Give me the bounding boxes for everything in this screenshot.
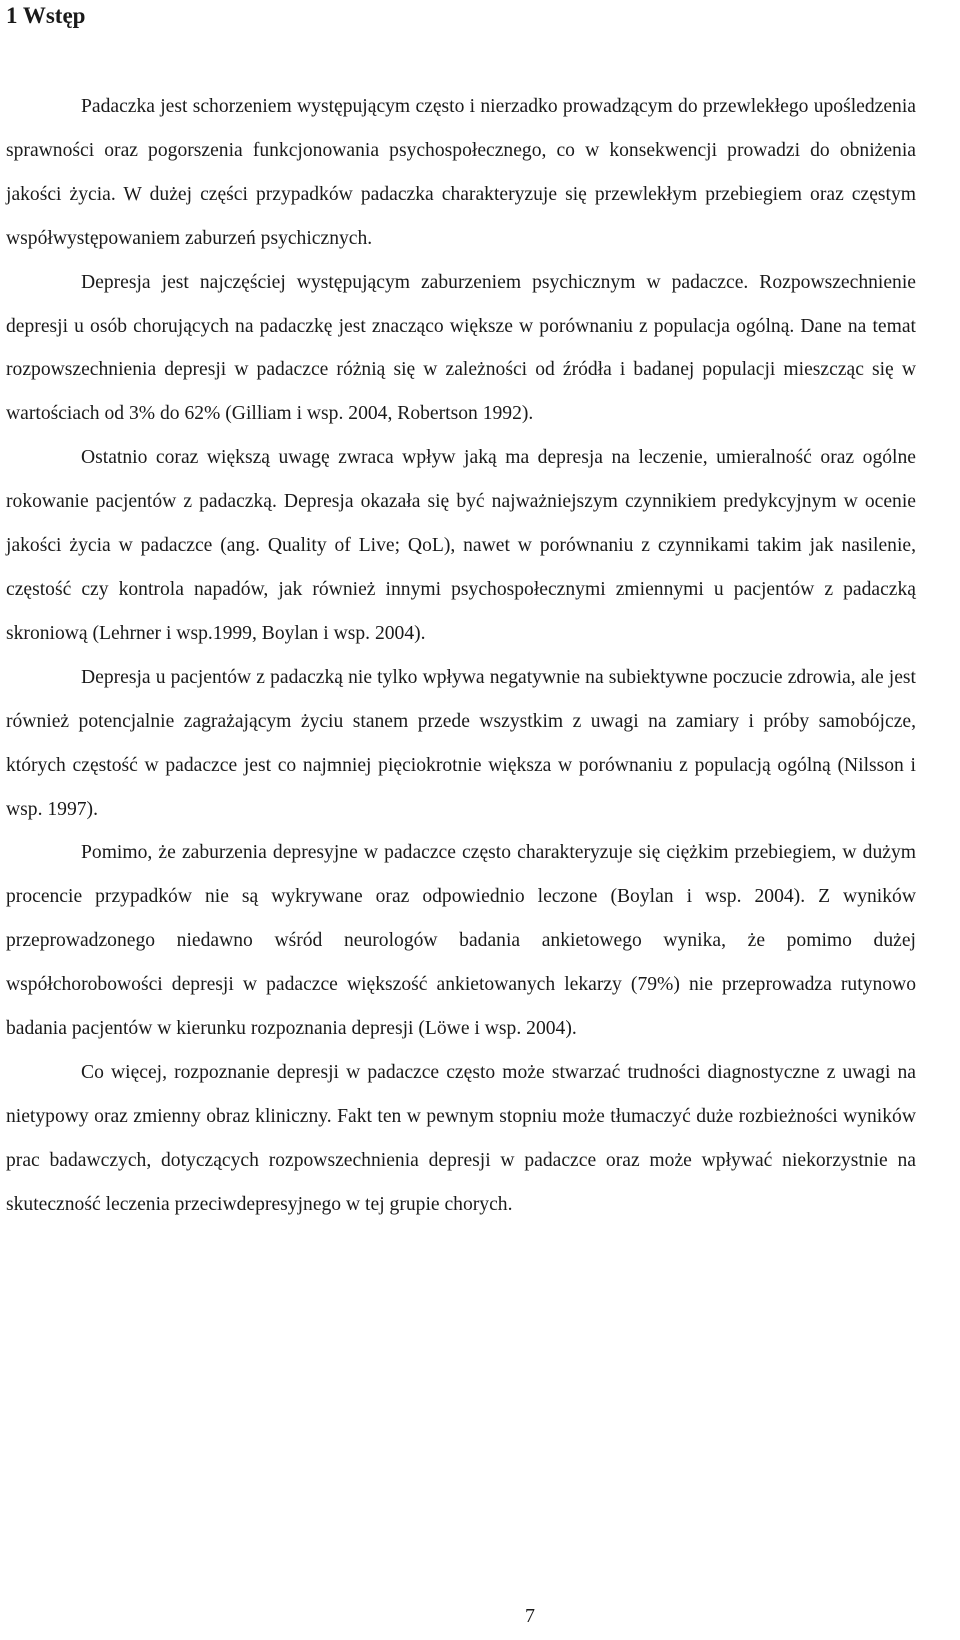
paragraph-4: Depresja u pacjentów z padaczką nie tylko wpływa negatywnie na subiektywne poczucie zdrowia, ale jest również potencjalnie zagrażającym życiu stanem przede wszystkim z uwagi na zamiary i próby samobójcze, których częstość w padaczce jest co najmniej pięciokrotnie większa w porównaniu z populacją ogólną (Nilsson i wsp. 1997). [6, 666, 916, 820]
paragraph-5: Pomimo, że zaburzenia depresyjne w padaczce często charakteryzuje się ciężkim przebiegiem, w dużym procencie przypadków nie są wykrywane oraz odpowiednio leczone (Boylan i wsp. 2004). Z wyników przeprowadzonego niedawno wśród neurologów badania ankietowego wynika, że pomimo dużej współchorobowości depresji w padaczce większość ankietowanych lekarzy (79%) nie przeprowadza rutynowo badania pacjentów w kierunku rozpoznania depresji (Löwe i wsp. 2004). [6, 842, 916, 1040]
page-number: 7 [525, 1605, 535, 1627]
section-heading: 1 Wstęp [6, 3, 86, 28]
paragraph-1: Padaczka jest schorzeniem występującym często i nierzadko prowadzącym do przewlekłego upośledzenia sprawności oraz pogorszenia funkcjonowania psychospołecznego, co w konsekwencji prowadzi do obniżenia jakości życia. W dużej części przypadków padaczka charakteryzuje się przewlekłym przebiegiem oraz częstym współwystępowaniem zaburzeń psychicznych. [6, 96, 916, 249]
body-text [6, 85, 916, 1227]
paragraph-6: Co więcej, rozpoznanie depresji w padaczce często może stwarzać trudności diagnostyczne z uwagi na nietypowy oraz zmienny obraz kliniczny. Fakt ten w pewnym stopniu może tłumaczyć duże rozbieżności wyników prac badawczych, dotyczących rozpowszechnienia depresji w padaczce oraz może wpływać niekorzystnie na skuteczność leczenia przeciwdepresyjnego w tej grupie chorych. [6, 1061, 916, 1215]
paragraph-2: Depresja jest najczęściej występującym zaburzeniem psychicznym w padaczce. Rozpowszechnienie depresji u osób chorujących na padaczkę jest znacząco większe w porównaniu z populacja ogólną. Dane na temat rozpowszechnienia depresji w padaczce różnią się w zależności od źródła i badanej populacji mieszcząc się w wartościach od 3% do 62% (Gilliam i wsp. 2004, Robertson 1992). [6, 271, 916, 425]
paragraph-3: Ostatnio coraz większą uwagę zwraca wpływ jaką ma depresja na leczenie, umieralność oraz ogólne rokowanie pacjentów z padaczką. Depresja okazała się być najważniejszym czynnikiem predykcyjnym w ocenie jakości życia w padaczce (ang. Quality of Live; QoL), nawet w porównaniu z czynnikami takim jak nasilenie, częstość czy kontrola napadów, jak również innymi psychospołecznymi zmiennymi u pacjentów z padaczką skroniową (Lehrner i wsp.1999, Boylan i wsp. 2004). [6, 447, 916, 644]
